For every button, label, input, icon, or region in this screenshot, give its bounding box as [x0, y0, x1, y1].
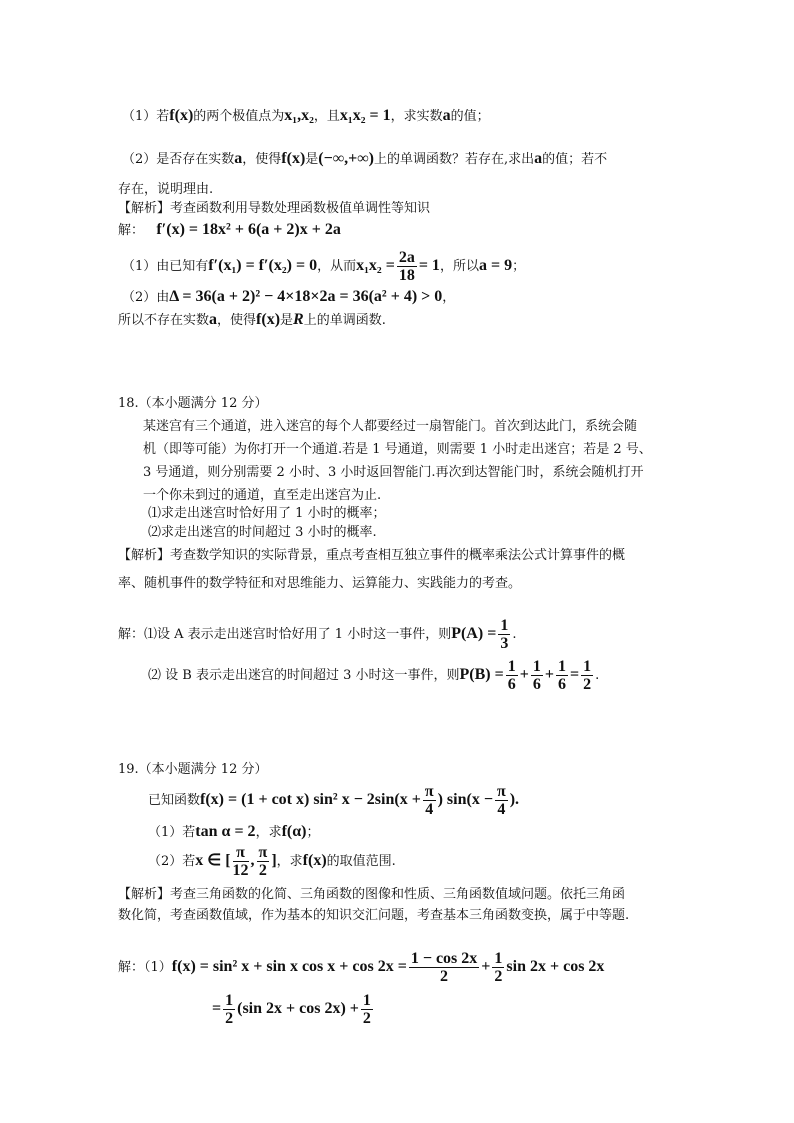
p17-solution-line — [118, 221, 341, 240]
p19-given-prefix: 已知函数 — [148, 793, 201, 808]
p18-s2-prefix: ⑵ 设 B 表示走出迷宫的时间超过 3 小时这一事件，则 — [148, 668, 460, 683]
p19-s1-frac2-num: 1 — [494, 950, 503, 967]
p17-s3-math-fx: f(x) — [256, 311, 281, 328]
p19-s1-math1: f(x) = sin² x + sin x cos x + cos 2x = — [171, 958, 407, 975]
p18-s2-end: . — [595, 668, 600, 683]
p18-body-1: 某迷宫有三个通道，进入迷宫的每个人都要经过一扇智能门。首次到达此门，系统会随 — [143, 419, 638, 434]
p17-s3-math-R: R — [293, 311, 304, 328]
p17-s1-math1: f′(x₁) = f′(x₂) = 0 — [208, 257, 318, 274]
p17-q2-line — [122, 150, 607, 169]
p19-q2-frac1 — [233, 844, 249, 879]
p17-q1-line — [122, 107, 490, 126]
p18-s1-prefix: 解：⑴设 A 表示走出迷宫时恰好用了 1 小时这一事件，则 — [118, 627, 452, 642]
p17-s1-frac-den: 18 — [398, 267, 415, 284]
p17-s1-text1: ，从而 — [317, 259, 357, 274]
p17-q1-math-x1x2: x₁,x₂ — [284, 107, 314, 124]
p19-q2-prefix: （2）若 — [148, 854, 196, 869]
p19-given-frac1-den: 4 — [425, 801, 434, 818]
p19-s1-plus: + — [481, 958, 491, 975]
p17-q1-prefix: （1）若 — [122, 109, 170, 124]
p17-s3-text3: 上的单调函数. — [303, 313, 386, 328]
p17-s2-line — [122, 288, 455, 307]
p18-s1-math-PA: P(A) = — [451, 625, 497, 642]
p19-given-frac2-den: 4 — [497, 801, 506, 818]
p17-s1-frac-num: 2a — [398, 249, 415, 266]
p17-q1-text2: ，且 — [313, 109, 340, 124]
p17-s3-text2: 是 — [280, 313, 294, 328]
p17-q2-text2: 是 — [305, 152, 319, 167]
p18-s2-frac3-den: 6 — [557, 676, 566, 693]
p18-s2-frac1-num: 1 — [507, 658, 516, 675]
p19-q2-frac1-den: 12 — [232, 862, 249, 879]
p18-s1-frac-num: 1 — [500, 617, 509, 634]
p18-s2-math-PB: P(B) = — [459, 666, 504, 683]
p18-solution-2 — [148, 657, 599, 694]
p19-q1-math-tan: tan α = 2 — [195, 823, 256, 840]
p19-q1-prefix: （1）若 — [148, 825, 196, 840]
p19-s1-frac2-den: 2 — [494, 968, 503, 985]
p17-q2-text4: 的值；若不 — [542, 152, 608, 167]
p17-s2-text1: ， — [442, 290, 456, 305]
p19-s1-frac1-den: 2 — [440, 968, 449, 985]
p19-s2-frac2-den: 2 — [362, 1010, 371, 1027]
p19-s1-frac1 — [409, 950, 479, 985]
p17-q2-math-a2: a — [534, 150, 543, 167]
p19-q2-bracket: ] — [271, 852, 277, 869]
p18-s2-frac3-num: 1 — [557, 658, 566, 675]
p18-solution-1 — [118, 616, 516, 653]
p19-q1-text2: ； — [306, 825, 320, 840]
p18-s2-frac3 — [556, 658, 568, 693]
p19-q2-math-x-in: x ∈ [ — [195, 852, 231, 869]
p19-s2-frac2 — [361, 992, 373, 1027]
p19-header: 19.（本小题满分 12 分） — [118, 762, 268, 777]
p18-s2-frac1-den: 6 — [507, 676, 516, 693]
p17-s1-text3: ； — [512, 259, 526, 274]
p17-s1-line — [122, 248, 525, 285]
p17-q1-text3: ，求实数 — [390, 109, 443, 124]
p17-s1-math3: = 1 — [418, 257, 440, 274]
p19-q2 — [148, 842, 396, 881]
p17-q1-math-product: x₁x₂ = 1 — [339, 107, 391, 124]
p19-q1-text1: ，求 — [255, 825, 282, 840]
p19-q2-comma: , — [250, 852, 255, 869]
p19-given-frac2-num: π — [496, 783, 506, 800]
p19-s2-frac1-num: 1 — [225, 992, 234, 1009]
p17-q1-math-a: a — [442, 107, 451, 124]
p19-q1 — [148, 823, 320, 842]
p18-s2-frac1 — [506, 658, 518, 693]
p19-analysis-2: 数化简，考查函数值域，作为基本的知识交汇问题，考查基本三角函数变换，属于中等题. — [118, 908, 630, 923]
p19-given-frac2 — [495, 783, 508, 818]
p19-given-math2: ) sin(x − — [437, 791, 493, 808]
p18-body-2: 机（即等可能）为你打开一个通道.若是 1 号通道，则需要 1 小时走出迷宫；若是 2 号、 — [143, 442, 652, 457]
p18-question-1: ⑴求走出迷宫时恰好用了 1 小时的概率； — [148, 506, 386, 521]
p18-s2-plus1: + — [519, 666, 529, 683]
p18-s1-fraction — [498, 617, 510, 652]
p18-question-2: ⑵求走出迷宫的时间超过 3 小时的概率. — [148, 525, 377, 540]
p19-q2-frac1-num: π — [233, 844, 249, 862]
p19-given-frac1 — [423, 783, 436, 818]
p19-s2-frac1-den: 2 — [225, 1010, 234, 1027]
p17-q2-text1: ，使得 — [242, 152, 282, 167]
p19-q2-frac2-num: π — [258, 844, 268, 861]
p18-s2-frac4-den: 2 — [583, 676, 592, 693]
p19-q2-text2: 的取值范围. — [326, 854, 396, 869]
p19-q2-frac2-den: 2 — [258, 862, 267, 879]
p19-solution-1 — [118, 948, 604, 987]
p18-analysis-2: 率、随机事件的数学特征和对思维能力、运算能力、实践能力的考查。 — [118, 576, 522, 591]
p17-q2-math-fx: f(x) — [281, 150, 306, 167]
p17-q2-math-a: a — [234, 150, 243, 167]
p17-s3-line — [118, 311, 386, 330]
p17-q2-math-interval: (−∞,+∞) — [318, 150, 374, 167]
p18-s2-frac2 — [531, 658, 543, 693]
p18-s2-frac4-num: 1 — [583, 658, 592, 675]
p18-body-4: 一个你未到过的通道，直至走出迷宫为止. — [143, 488, 382, 503]
p17-q1-math-fx: f(x) — [169, 107, 194, 124]
p17-s2-prefix: （2）由 — [122, 290, 170, 305]
p17-sol-label: 解： — [118, 223, 145, 238]
p19-s1-prefix: 解：（1） — [118, 960, 172, 975]
p18-body-3: 3 号通道，则分别需要 2 小时、3 小时返回智能门.再次到达智能门时，系统会随机打开 — [143, 465, 644, 480]
p19-analysis-1: 【解析】考查三角函数的化简、三角函数的图像和性质、三角函数值域问题。依托三角函 — [118, 887, 626, 902]
p17-s3-math-a: a — [209, 311, 218, 328]
p17-s3-text1: ，使得 — [217, 313, 257, 328]
p18-s2-equals: = — [569, 666, 580, 683]
p19-solution-2 — [212, 990, 375, 1029]
p19-s1-math2: sin 2x + cos 2x — [506, 958, 605, 975]
p19-s2-math: (sin 2x + cos 2x) + — [237, 1000, 359, 1017]
p17-q2-line2: 存在，说明理由. — [118, 182, 214, 197]
p17-s1-math4: a = 9 — [478, 257, 513, 274]
p19-s2-frac1 — [223, 992, 235, 1027]
p19-q2-text1: ，求 — [276, 854, 303, 869]
p19-q2-math-fx: f(x) — [302, 852, 327, 869]
p17-s3-prefix: 所以不存在实数 — [118, 313, 210, 328]
p18-s2-frac2-den: 6 — [532, 676, 541, 693]
p18-s1-end: . — [512, 627, 517, 642]
p17-sol-derivative: f′(x) = 18x² + 6(a + 2)x + 2a — [156, 221, 341, 238]
p19-s1-frac2 — [492, 950, 504, 985]
p17-s1-math2: x₁x₂ = — [356, 257, 395, 274]
p19-given-frac1-num: π — [424, 783, 434, 800]
p19-q1-math-falpha: f(α) — [281, 823, 307, 840]
p19-s2-frac2-num: 1 — [362, 992, 371, 1009]
p18-header: 18.（本小题满分 12 分） — [118, 396, 268, 411]
p18-s1-frac-den: 3 — [500, 635, 509, 652]
p17-analysis: 【解析】考查函数利用导数处理函数极值单调性等知识 — [118, 201, 431, 216]
p17-s2-math-delta: Δ = 36(a + 2)² − 4×18×2a = 36(a² + 4) > 0 — [169, 288, 443, 305]
p18-s2-frac4 — [581, 658, 593, 693]
p17-s1-text2: ，所以 — [439, 259, 479, 274]
p18-s2-frac2-num: 1 — [532, 658, 541, 675]
p18-s2-plus2: + — [544, 666, 554, 683]
p17-s1-prefix: （1）由已知有 — [122, 259, 209, 274]
p17-q1-text4: 的值； — [450, 109, 490, 124]
p19-given-math3: ). — [509, 791, 520, 808]
p17-s1-fraction — [397, 249, 417, 284]
p17-q2-text3: 上的单调函数？若存在,求出 — [374, 152, 535, 167]
p19-s2-equals: = — [212, 1000, 222, 1017]
p18-analysis-1: 【解析】考查数学知识的实际背景，重点考查相互独立事件的概率乘法公式计算事件的概 — [118, 548, 626, 563]
p19-given — [148, 782, 519, 819]
p17-q1-text1: 的两个极值点为 — [193, 109, 285, 124]
p19-q2-frac2 — [257, 844, 270, 879]
p19-given-math1: f(x) = (1 + cot x) sin² x − 2sin(x + — [200, 791, 421, 808]
p19-s1-frac1-num: 1 − cos 2x — [410, 950, 478, 967]
p17-q2-prefix: （2）是否存在实数 — [122, 152, 235, 167]
